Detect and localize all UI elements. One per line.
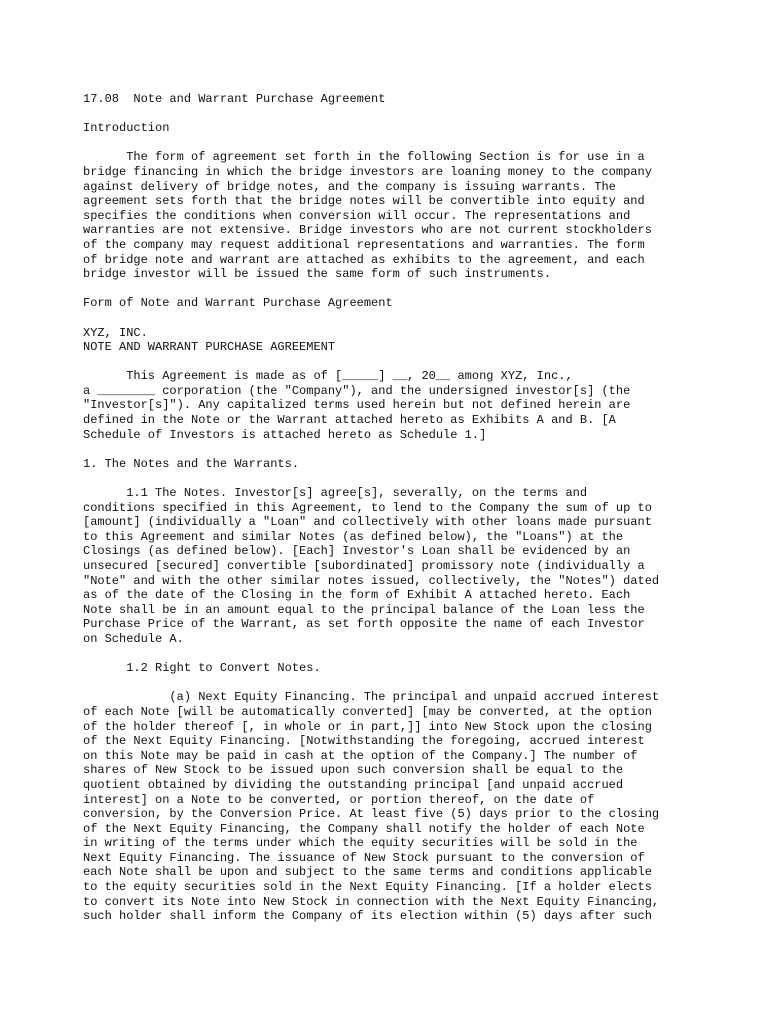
- document-line: (a) Next Equity Financing. The principal and unpaid accrued interest: [83, 690, 660, 705]
- blank-line: [83, 282, 723, 297]
- document-line: 1.1 The Notes. Investor[s] agree[s], severally, on the terms and: [83, 486, 588, 501]
- document-line: 1. The Notes and the Warrants.: [83, 456, 300, 471]
- document-line: conversion, by the Conversion Price. At least five (5) days prior to the closing: [83, 807, 660, 822]
- document-line: bridge financing in which the bridge investors are loaning money to the company: [83, 164, 652, 179]
- document-line: of the holder thereof [, in whole or in part,]] into New Stock upon the closing: [83, 719, 652, 734]
- document-line: in writing of the terms under which the equity securities will be sold in the: [83, 836, 638, 851]
- document-line: Closings (as defined below). [Each] Investor's Loan shall be evidenced by an: [83, 544, 631, 559]
- document-line: to convert its Note into New Stock in connection with the Next Equity Financing,: [83, 894, 660, 909]
- document-line: defined in the Note or the Warrant attached hereto as Exhibits A and B. [A: [83, 413, 616, 428]
- document-line: The form of agreement set forth in the following Section is for use in a: [83, 150, 645, 165]
- document-line: 1.2 Right to Convert Notes.: [83, 661, 321, 676]
- document-line: agreement sets forth that the bridge notes will be convertible into equity and: [83, 194, 645, 209]
- blank-line: [83, 647, 723, 662]
- blank-line: [83, 107, 723, 122]
- document-line: Purchase Price of the Warrant, as set forth opposite the name of each Investor: [83, 617, 645, 632]
- blank-line: [83, 311, 723, 326]
- document-line: Next Equity Financing. The issuance of New Stock pursuant to the conversion of: [83, 850, 645, 865]
- document-line: interest] on a Note to be converted, or portion thereof, on the date of: [83, 792, 595, 807]
- document-line: quotient obtained by dividing the outstanding principal [and unpaid accrued: [83, 777, 624, 792]
- document-line: warranties are not extensive. Bridge investors who are not current stockholders: [83, 223, 652, 238]
- document-line: NOTE AND WARRANT PURCHASE AGREEMENT: [83, 340, 336, 355]
- document-line: Introduction: [83, 121, 170, 136]
- blank-line: [83, 471, 723, 486]
- document-line: unsecured [secured] convertible [subordinated] promissory note (individually a: [83, 559, 645, 573]
- document-line: such holder shall inform the Company of its election within (5) days after such: [83, 909, 652, 924]
- document-line: on Schedule A.: [83, 631, 184, 646]
- document-line: each Note shall be upon and subject to the same terms and conditions applicable: [83, 865, 652, 880]
- document-line: of each Note [will be automatically converted] [may be converted, at the option: [83, 704, 652, 719]
- document-line: This Agreement is made as of [_____] __, 20__ among XYZ, Inc.,: [83, 369, 573, 384]
- document-line: "Investor[s]"). Any capitalized terms used herein but not defined herein are: [83, 398, 631, 413]
- document-line: as of the date of the Closing in the form of Exhibit A attached hereto. Each: [83, 588, 631, 603]
- document-line: shares of New Stock to be issued upon such conversion shall be equal to the: [83, 763, 624, 778]
- document-line: Note shall be in an amount equal to the principal balance of the Loan less the: [83, 602, 645, 617]
- document-line: against delivery of bridge notes, and the company is issuing warrants. The: [83, 179, 616, 194]
- document-line: Form of Note and Warrant Purchase Agreement: [83, 296, 393, 311]
- blank-line: [83, 355, 723, 370]
- blank-line: [83, 442, 723, 457]
- document-line: on this Note may be paid in cash at the option of the Company.] The number of: [83, 748, 638, 763]
- document-line: to the equity securities sold in the Next Equity Financing. [If a holder elects: [83, 880, 652, 895]
- document-page: [83, 92, 723, 924]
- document-line: of the company may request additional representations and warranties. The form: [83, 237, 645, 252]
- document-line: XYZ, INC.: [83, 325, 148, 340]
- document-line: to this Agreement and similar Notes (as defined below), the "Loans") at the: [83, 529, 624, 544]
- document-line: specifies the conditions when conversion will occur. The representations and: [83, 208, 631, 223]
- document-line: Schedule of Investors is attached hereto as Schedule 1.]: [83, 427, 487, 442]
- document-line: of the Next Equity Financing, the Company shall notify the holder of each Note: [83, 821, 645, 836]
- blank-line: [83, 676, 723, 691]
- document-line: "Note" and with the other similar notes issued, collectively, the "Notes") dated: [83, 573, 660, 588]
- document-line: bridge investor will be issued the same form of such instruments.: [83, 267, 552, 282]
- document-line: conditions specified in this Agreement, to lend to the Company the sum of up to: [83, 500, 652, 515]
- blank-line: [83, 136, 723, 151]
- document-line: of bridge note and warrant are attached as exhibits to the agreement, and each: [83, 252, 645, 267]
- document-line: 17.08 Note and Warrant Purchase Agreement: [83, 92, 386, 106]
- document-line: [amount] (individually a "Loan" and collectively with other loans made pursuant: [83, 515, 652, 530]
- document-line: a ________ corporation (the "Company"), and the undersigned investor[s] (the: [83, 383, 631, 398]
- document-line: of the Next Equity Financing. [Notwithstanding the foregoing, accrued interest: [83, 734, 645, 749]
